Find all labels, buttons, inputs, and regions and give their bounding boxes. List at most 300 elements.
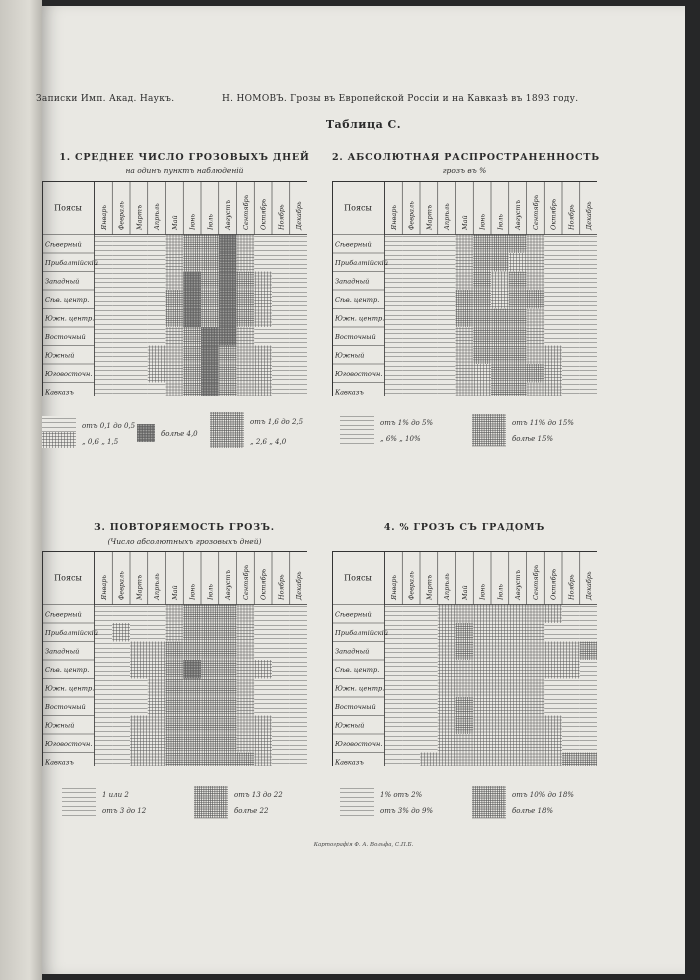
- data-cell: [272, 734, 290, 753]
- data-cell: [201, 660, 219, 679]
- data-cell: [148, 660, 166, 679]
- data-cell: [438, 272, 456, 291]
- data-cell: [272, 679, 290, 698]
- data-cell: [254, 605, 272, 624]
- data-cell: [456, 734, 474, 753]
- data-cell: [420, 697, 438, 716]
- data-cell: [183, 605, 201, 624]
- month-label: Январь: [99, 205, 108, 230]
- data-cell: [456, 272, 474, 291]
- data-cell: [112, 383, 130, 397]
- data-cell: [491, 235, 509, 254]
- data-cell: [130, 253, 148, 272]
- panel-3-table: [42, 551, 307, 766]
- zones-header: Поясы: [54, 573, 82, 583]
- month-label: Январь: [99, 575, 108, 600]
- data-cell: [237, 697, 255, 716]
- data-cell: [95, 716, 113, 735]
- zone-label: Юговосточн.: [45, 369, 93, 378]
- data-cell: [166, 309, 184, 328]
- data-cell: [544, 623, 562, 642]
- data-cell: [219, 605, 237, 624]
- data-cell: [254, 679, 272, 698]
- zone-label: Кавказъ: [335, 388, 364, 396]
- data-cell: [290, 753, 307, 767]
- data-cell: [562, 272, 580, 291]
- data-cell: [272, 309, 290, 328]
- data-cell: [491, 346, 509, 365]
- data-cell: [166, 623, 184, 642]
- month-label: Декабрь: [295, 201, 304, 230]
- data-cell: [491, 660, 509, 679]
- data-cell: [473, 660, 491, 679]
- zone-label: Южный: [45, 721, 75, 730]
- data-cell: [544, 753, 562, 767]
- data-cell: [290, 679, 307, 698]
- data-cell: [527, 290, 545, 309]
- month-label: Декабрь: [585, 571, 594, 600]
- data-cell: [456, 605, 474, 624]
- panel-4-table: [332, 551, 597, 766]
- data-cell: [544, 383, 562, 397]
- data-cell: [183, 235, 201, 254]
- data-cell: [456, 753, 474, 767]
- data-cell: [219, 346, 237, 365]
- data-cell: [527, 383, 545, 397]
- document-page: [36, 6, 685, 974]
- data-cell: [201, 679, 219, 698]
- data-cell: [420, 642, 438, 661]
- data-cell: [130, 623, 148, 642]
- legend-swatch: [472, 786, 506, 818]
- data-cell: [438, 642, 456, 661]
- legend-item: [102, 807, 147, 815]
- month-label: Октябрь: [549, 568, 558, 600]
- panel-1-subtitle: на одинъ пунктъ наблюденiй: [125, 166, 244, 175]
- data-cell: [237, 309, 255, 328]
- data-cell: [438, 364, 456, 383]
- data-cell: [148, 253, 166, 272]
- data-cell: [473, 642, 491, 661]
- data-cell: [527, 364, 545, 383]
- data-cell: [272, 364, 290, 383]
- month-label: Мартъ: [135, 204, 144, 230]
- data-cell: [130, 716, 148, 735]
- data-cell: [148, 623, 166, 642]
- legend-text: „ 0,6 „ 1,5: [82, 438, 119, 446]
- data-cell: [148, 327, 166, 346]
- data-cell: [420, 327, 438, 346]
- month-label: Iюль: [206, 584, 215, 600]
- data-cell: [473, 716, 491, 735]
- data-cell: [527, 253, 545, 272]
- data-cell: [148, 734, 166, 753]
- data-cell: [290, 605, 307, 624]
- data-cell: [166, 605, 184, 624]
- data-cell: [166, 660, 184, 679]
- data-cell: [166, 290, 184, 309]
- data-cell: [456, 364, 474, 383]
- data-cell: [201, 753, 219, 767]
- data-cell: [290, 716, 307, 735]
- panel-1-table: [42, 181, 307, 396]
- data-cell: [254, 309, 272, 328]
- data-cell: [420, 364, 438, 383]
- data-cell: [491, 327, 509, 346]
- data-cell: [420, 623, 438, 642]
- data-cell: [148, 679, 166, 698]
- data-cell: [272, 290, 290, 309]
- data-cell: [272, 716, 290, 735]
- data-cell: [509, 697, 527, 716]
- data-cell: [166, 272, 184, 291]
- legend-item: [250, 438, 287, 446]
- legend-item: [380, 435, 421, 443]
- data-cell: [290, 642, 307, 661]
- data-cell: [254, 716, 272, 735]
- month-label: Мартъ: [135, 574, 144, 600]
- data-cell: [166, 364, 184, 383]
- data-cell: [580, 272, 597, 291]
- data-cell: [438, 753, 456, 767]
- data-cell: [183, 272, 201, 291]
- data-cell: [491, 272, 509, 291]
- data-cell: [130, 642, 148, 661]
- data-cell: [491, 697, 509, 716]
- month-label: Сентябрь: [531, 194, 540, 230]
- data-cell: [527, 697, 545, 716]
- data-cell: [527, 679, 545, 698]
- data-cell: [290, 327, 307, 346]
- legend-text: „ 6% „ 10%: [380, 435, 421, 443]
- zone-label: Сѣверный: [45, 240, 82, 249]
- data-cell: [402, 327, 420, 346]
- data-cell: [183, 679, 201, 698]
- data-cell: [562, 383, 580, 397]
- month-label: Январь: [389, 205, 398, 230]
- data-cell: [148, 605, 166, 624]
- month-label: Май: [170, 585, 179, 600]
- data-cell: [402, 716, 420, 735]
- zone-label: Южн. центр.: [45, 684, 95, 693]
- zone-label: Западный: [45, 647, 80, 656]
- data-cell: [219, 753, 237, 767]
- data-cell: [112, 679, 130, 698]
- data-cell: [509, 716, 527, 735]
- data-cell: [580, 716, 597, 735]
- data-cell: [183, 753, 201, 767]
- data-cell: [183, 290, 201, 309]
- legend-item: [380, 807, 433, 815]
- data-cell: [456, 660, 474, 679]
- month-label: Ноябрь: [567, 574, 576, 600]
- data-cell: [219, 327, 237, 346]
- data-cell: [544, 660, 562, 679]
- data-cell: [112, 642, 130, 661]
- data-cell: [420, 679, 438, 698]
- data-cell: [183, 660, 201, 679]
- data-cell: [166, 734, 184, 753]
- data-cell: [527, 235, 545, 254]
- data-cell: [456, 716, 474, 735]
- data-cell: [290, 235, 307, 254]
- data-cell: [237, 734, 255, 753]
- data-cell: [438, 605, 456, 624]
- data-cell: [95, 383, 113, 397]
- data-cell: [456, 642, 474, 661]
- data-cell: [491, 383, 509, 397]
- data-cell: [509, 605, 527, 624]
- data-cell: [166, 753, 184, 767]
- data-cell: [527, 623, 545, 642]
- zones-header: Поясы: [54, 203, 82, 213]
- data-cell: [95, 679, 113, 698]
- data-cell: [272, 235, 290, 254]
- zone-label: Кавказъ: [335, 758, 364, 766]
- data-cell: [527, 660, 545, 679]
- data-cell: [544, 235, 562, 254]
- data-cell: [562, 253, 580, 272]
- month-label: Мартъ: [425, 574, 434, 600]
- data-cell: [402, 346, 420, 365]
- data-cell: [201, 235, 219, 254]
- data-cell: [272, 253, 290, 272]
- month-label: Декабрь: [585, 201, 594, 230]
- data-cell: [112, 660, 130, 679]
- legend-text: отъ 3% до 9%: [380, 807, 434, 815]
- month-label: Октябрь: [259, 568, 268, 600]
- data-cell: [183, 383, 201, 397]
- legend-item: [512, 435, 553, 443]
- data-cell: [509, 623, 527, 642]
- data-cell: [580, 290, 597, 309]
- data-cell: [166, 716, 184, 735]
- month-label: Декабрь: [295, 571, 304, 600]
- data-cell: [95, 697, 113, 716]
- data-cell: [219, 734, 237, 753]
- data-cell: [385, 272, 403, 291]
- month-label: Май: [170, 215, 179, 230]
- data-cell: [402, 642, 420, 661]
- data-cell: [544, 327, 562, 346]
- data-cell: [254, 660, 272, 679]
- data-cell: [254, 734, 272, 753]
- data-cell: [509, 660, 527, 679]
- data-cell: [201, 716, 219, 735]
- data-cell: [527, 272, 545, 291]
- month-label: Май: [460, 585, 469, 600]
- data-cell: [456, 309, 474, 328]
- data-cell: [580, 235, 597, 254]
- data-cell: [456, 235, 474, 254]
- data-cell: [402, 734, 420, 753]
- data-cell: [420, 235, 438, 254]
- data-cell: [438, 253, 456, 272]
- panel-2-table: [332, 181, 597, 396]
- data-cell: [237, 327, 255, 346]
- data-cell: [112, 364, 130, 383]
- data-cell: [272, 383, 290, 397]
- data-cell: [237, 642, 255, 661]
- data-cell: [527, 734, 545, 753]
- data-cell: [201, 272, 219, 291]
- legend-text: отъ 3 до 12: [102, 807, 147, 815]
- month-label: Iюнь: [188, 213, 197, 230]
- data-cell: [148, 364, 166, 383]
- data-cell: [544, 734, 562, 753]
- zone-label: Сѣв. центр.: [45, 295, 90, 304]
- data-cell: [385, 364, 403, 383]
- data-cell: [148, 309, 166, 328]
- data-cell: [420, 346, 438, 365]
- data-cell: [254, 697, 272, 716]
- data-cell: [402, 605, 420, 624]
- data-cell: [402, 309, 420, 328]
- data-cell: [95, 605, 113, 624]
- data-cell: [473, 346, 491, 365]
- data-cell: [580, 734, 597, 753]
- legend-text: отъ 1,6 до 2,5: [250, 418, 304, 426]
- data-cell: [473, 679, 491, 698]
- data-cell: [491, 623, 509, 642]
- data-cell: [402, 753, 420, 767]
- data-cell: [562, 235, 580, 254]
- month-label: Ноябрь: [567, 204, 576, 230]
- data-cell: [112, 753, 130, 767]
- data-cell: [290, 623, 307, 642]
- data-cell: [219, 235, 237, 254]
- data-cell: [290, 309, 307, 328]
- zone-label: Сѣв. центр.: [335, 295, 380, 304]
- data-cell: [95, 346, 113, 365]
- data-cell: [95, 290, 113, 309]
- data-cell: [272, 605, 290, 624]
- data-cell: [112, 605, 130, 624]
- data-cell: [201, 253, 219, 272]
- data-cell: [580, 679, 597, 698]
- month-label: Iюнь: [478, 583, 487, 600]
- month-label: Октябрь: [549, 198, 558, 230]
- month-label: Iюль: [206, 214, 215, 230]
- data-cell: [148, 235, 166, 254]
- data-cell: [562, 623, 580, 642]
- data-cell: [438, 235, 456, 254]
- data-cell: [509, 272, 527, 291]
- panel-1-title: 1. СРЕДНЕЕ ЧИСЛО ГРОЗОВЫХЪ ДНЕЙ: [59, 152, 310, 163]
- legend-text: болѣе 18%: [512, 807, 554, 815]
- data-cell: [290, 290, 307, 309]
- data-cell: [254, 290, 272, 309]
- month-label: Сентябрь: [241, 564, 250, 600]
- data-cell: [290, 364, 307, 383]
- data-cell: [130, 272, 148, 291]
- data-cell: [438, 660, 456, 679]
- data-cell: [544, 290, 562, 309]
- data-cell: [290, 697, 307, 716]
- data-cell: [562, 327, 580, 346]
- data-cell: [402, 235, 420, 254]
- zone-label: Восточный: [45, 702, 86, 711]
- data-cell: [420, 309, 438, 328]
- data-cell: [237, 605, 255, 624]
- data-cell: [580, 364, 597, 383]
- data-cell: [385, 346, 403, 365]
- month-label: Апрѣль: [443, 203, 452, 230]
- month-label: Мартъ: [425, 204, 434, 230]
- data-cell: [509, 364, 527, 383]
- data-cell: [544, 605, 562, 624]
- data-cell: [562, 679, 580, 698]
- data-cell: [290, 272, 307, 291]
- data-cell: [166, 346, 184, 365]
- data-cell: [130, 697, 148, 716]
- data-cell: [219, 253, 237, 272]
- data-cell: [509, 734, 527, 753]
- data-cell: [385, 734, 403, 753]
- data-cell: [491, 642, 509, 661]
- data-cell: [254, 327, 272, 346]
- data-cell: [219, 623, 237, 642]
- table-title: Таблица С.: [325, 118, 402, 131]
- zone-label: Западный: [45, 277, 80, 286]
- legend-text: „ 2,6 „ 4,0: [250, 438, 287, 446]
- data-cell: [183, 346, 201, 365]
- data-cell: [237, 364, 255, 383]
- data-cell: [166, 253, 184, 272]
- legend-swatch: [194, 786, 228, 818]
- data-cell: [509, 383, 527, 397]
- data-cell: [254, 623, 272, 642]
- zone-label: Южн. центр.: [335, 314, 385, 323]
- data-cell: [219, 383, 237, 397]
- legend-text: отъ 10% до 18%: [512, 791, 574, 799]
- data-cell: [183, 716, 201, 735]
- data-cell: [148, 753, 166, 767]
- month-label: Ноябрь: [277, 574, 286, 600]
- data-cell: [183, 327, 201, 346]
- data-cell: [438, 346, 456, 365]
- data-cell: [237, 346, 255, 365]
- data-cell: [130, 346, 148, 365]
- data-cell: [237, 716, 255, 735]
- data-cell: [438, 327, 456, 346]
- legend-item: [42, 416, 136, 432]
- legend-item: [137, 424, 198, 442]
- data-cell: [473, 697, 491, 716]
- data-cell: [509, 309, 527, 328]
- data-cell: [290, 660, 307, 679]
- data-cell: [237, 290, 255, 309]
- legend-swatch: [42, 432, 76, 448]
- data-cell: [527, 346, 545, 365]
- data-cell: [473, 235, 491, 254]
- data-cell: [201, 290, 219, 309]
- data-cell: [491, 716, 509, 735]
- data-cell: [385, 753, 403, 767]
- data-cell: [580, 623, 597, 642]
- data-cell: [420, 605, 438, 624]
- data-cell: [420, 290, 438, 309]
- data-cell: [272, 623, 290, 642]
- data-cell: [544, 642, 562, 661]
- data-cell: [219, 716, 237, 735]
- data-cell: [219, 290, 237, 309]
- data-cell: [201, 327, 219, 346]
- month-label: Iюль: [496, 584, 505, 600]
- legend-swatch: [42, 416, 76, 432]
- data-cell: [544, 679, 562, 698]
- data-cell: [544, 272, 562, 291]
